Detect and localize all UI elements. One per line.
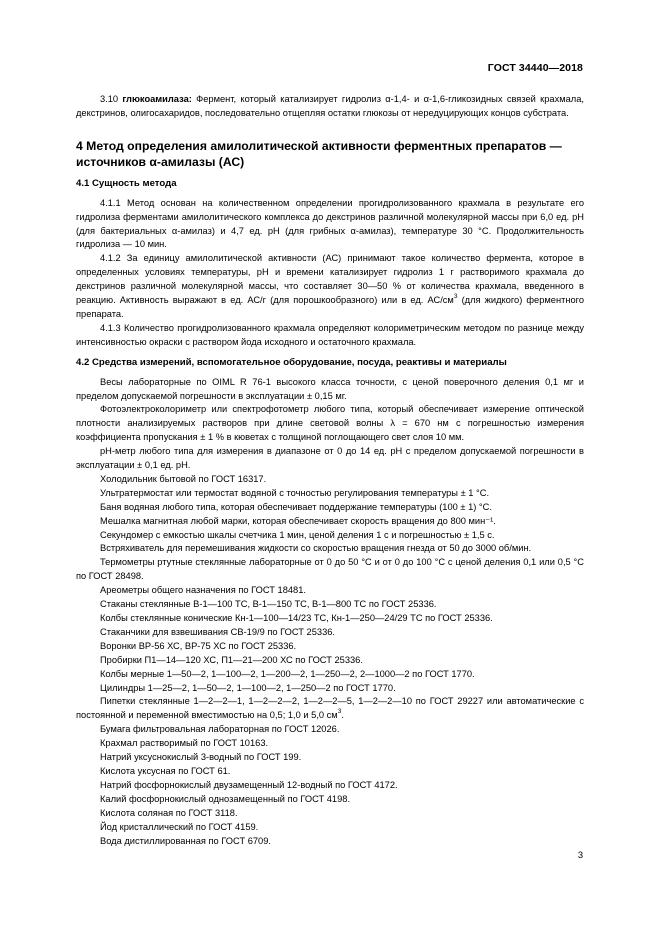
clause-4-1-3: 4.1.3 Количество прогидролизованного крахмала определяют колориметрическим методом по разнице между интенсивностью окраски с раствором йода исходного и остаточного крахмала. <box>76 322 584 347</box>
definition-3-10 <box>76 93 584 121</box>
term-glucoamylase: глюкоамилаза: <box>122 94 192 104</box>
list-item: Натрий фосфорнокислый двузамещенный 12-водный по ГОСТ 4172. <box>100 779 398 790</box>
list-item: Бумага фильтровальная лабораторная по ГОСТ 12026. <box>100 724 340 735</box>
list-item: Холодильник бытовой по ГОСТ 16317. <box>100 473 267 484</box>
clause-4-1-2 <box>76 252 584 322</box>
list-item: Мешалка магнитная любой марки, которая обеспечивает скорость вращения до 800 мин⁻¹. <box>100 515 496 526</box>
section-4-title: 4 Метод определения амилолитической активности ферментных препаратов — источников α-амилазы (АС) <box>76 138 562 169</box>
list-item: Крахмал растворимый по ГОСТ 10163. <box>100 738 269 749</box>
pipettes-text-a: Пипетки стеклянные 1—2—2—1, 1—2—2—2, 1—2—2—5, 1—2—2—10 по ГОСТ 29227 или автоматические с постоянной и переменной вместимостью на 0,5; 1,0 и 5,0 см <box>76 696 584 721</box>
list-item: Стаканчики для взвешивания СВ-19/9 по ГОСТ 25336. <box>100 626 335 637</box>
list-item: Термометры ртутные стеклянные лабораторные от 0 до 50 °С и от 0 до 100 °С с ценой деления 0,1 или 0,5 °С по ГОСТ 28498. <box>76 557 584 582</box>
list-item: Калий фосфорнокислый однозамещенный по ГОСТ 4198. <box>100 793 351 804</box>
clause-4-1-1: 4.1.1 Метод основан на количественном определении прогидролизованного крахмала в результате его гидролиза ферментами амилолитического комплекса до декстринов различной молекулярной массы при 6,0 ед. рН (для бактериальных α-амилаз) и 4,7 ед. рН (для грибных α-амилаз), температуре 30 °С. Продолжительность гидролиза — 10 мин. <box>76 197 584 250</box>
list-item: Кислота соляная по ГОСТ 3118. <box>100 807 238 818</box>
clause-4-1-2-text-b: (для жидкого) ферментного препарата. <box>76 295 585 319</box>
list-item: рН-метр любого типа для измерения в диапазоне от 0 до 14 ед. рН с пределом допускаемой погрешности в эксплуатации ± 0,1 ед. рН. <box>76 446 584 471</box>
list-item: Воронки ВР-56 ХС, ВР-75 ХС по ГОСТ 25336. <box>100 640 297 651</box>
clause-4-1-2-text-a: 4.1.2 За единицу амилолитической активности (АС) принимают такое количество фермента, которое в определенных условиях температуры, рН и времени катализирует гидролиз 1 г растворимого крахмала до декстринов различной молекулярной массы, что составляет 30—50 % от количества крахмала, введенного в реакцию. Активность выражают в ед. АС/г (для порошкообразного) или в ед. АС/см <box>76 253 584 306</box>
list-item: Йод кристаллический по ГОСТ 4159. <box>100 821 259 832</box>
section-4-2-title: 4.2 Средства измерений, вспомогательное оборудование, посуда, реактивы и материалы <box>76 356 507 368</box>
clause-number: 3.10 <box>100 94 123 104</box>
list-item: Цилиндры 1—25—2, 1—50—2, 1—100—2, 1—250—2 по ГОСТ 1770. <box>100 682 396 693</box>
pipettes-text-b: . <box>341 710 344 721</box>
list-item: Натрий уксуснокислый 3-водный по ГОСТ 199. <box>100 752 302 763</box>
list-item: Ультратермостат или термостат водяной с точностью регулирования температуры ± 1 °С. <box>100 487 490 498</box>
equipment-list <box>76 376 584 849</box>
list-item: Баня водяная любого типа, которая обеспечивает поддержание температуры (100 ± 1) °С. <box>100 501 492 512</box>
definition-text: Фермент, который катализирует гидролиз α-1,4- и α-1,6-гликозидных связей крахмала, декстринов, олигосахаридов, последовательно отщепляя остатки глюкозы от нередуцирующих концов субстрата. <box>76 94 584 118</box>
list-item: Весы лабораторные по OIML R 76-1 высокого класса точности, с ценой поверочного деления 0,1 мг и пределом допускаемой погрешности в эксплуатации ± 0,15 мг. <box>76 376 584 401</box>
list-item: Кислота уксусная по ГОСТ 61. <box>100 765 231 776</box>
page-content <box>76 93 584 848</box>
list-item-pipettes <box>76 695 584 723</box>
list-item: Ареометры общего назначения по ГОСТ 18481. <box>100 585 306 596</box>
list-item: Стаканы стеклянные В-1—100 ТС, В-1—150 ТС, В-1—800 ТС по ГОСТ 25336. <box>100 599 437 610</box>
page-number: 3 <box>577 850 583 860</box>
list-item: Колбы мерные 1—50—2, 1—100—2, 1—200—2, 1—250—2, 2—1000—2 по ГОСТ 1770. <box>100 668 475 679</box>
superscript: 3 <box>337 708 342 716</box>
list-item: Секундомер с емкостью шкалы счетчика 1 мин, ценой деления 1 с и погрешностью ± 1,5 с. <box>100 529 495 540</box>
standard-code-header: ГОСТ 34440—2018 <box>487 62 583 74</box>
list-item: Пробирки П1—14—120 ХС, П1—21—200 ХС по ГОСТ 25336. <box>100 654 363 665</box>
list-item: Встряхиватель для перемешивания жидкости со скоростью вращения гнезда от 50 до 3000 об/мин. <box>100 543 532 554</box>
section-4-1-title: 4.1 Сущность метода <box>76 177 177 189</box>
list-item: Вода дистиллированная по ГОСТ 6709. <box>100 835 271 846</box>
list-item: Колбы стеклянные конические Кн-1—100—14/23 ТС, Кн-1—250—24/29 ТС по ГОСТ 25336. <box>100 613 493 623</box>
list-item: Фотоэлектроколориметр или спектрофотометр любого типа, который обеспечивает измерение оптической плотности анализируемых растворов при длине световой волны λ = 670 нм с погрешностью измерения коэффициента пропускания ± 1 % в кюветах с толщиной поглощающего свет слоя 10 мм. <box>76 404 584 443</box>
superscript: 3 <box>453 292 458 300</box>
